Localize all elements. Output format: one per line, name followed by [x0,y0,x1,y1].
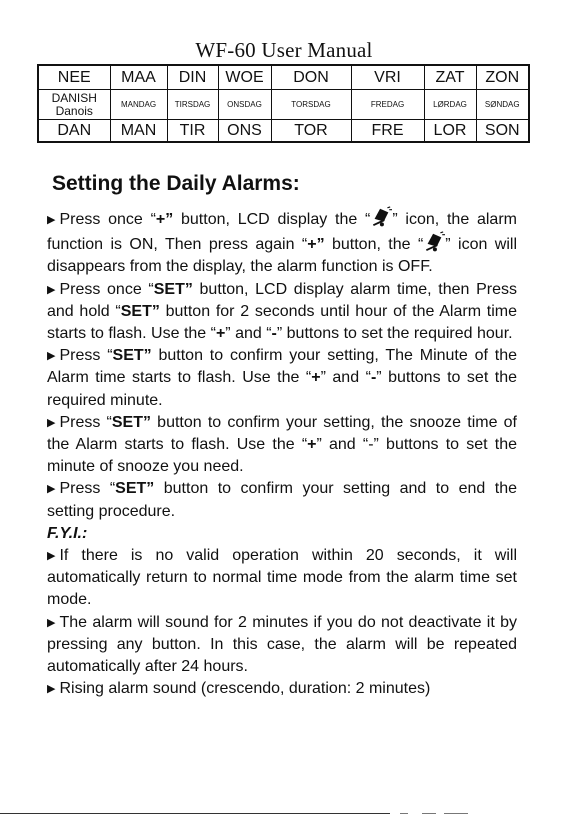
text: ” buttons to set the required minute. [47,369,518,409]
table-cell: FREDAG [351,90,424,120]
paragraph-end-setting [47,478,517,522]
table-cell: LØRDAG [424,90,476,120]
triangle-right-icon: ▶ [47,350,56,363]
text: ” and “-” buttons to set the minute of snooze you need. [47,436,518,476]
paragraph-set-hour [47,279,517,346]
table-cell: LOR [424,120,476,143]
text: button, LCD display alarm time, then Press and hold “ [47,280,518,320]
text: button, LCD display the “ [173,211,371,228]
text: Press “ [59,413,112,431]
text: ” and “ [225,325,272,343]
section-heading: Setting the Daily Alarms: [52,172,300,195]
table-cell: NEE [38,65,110,90]
text: Rising alarm sound (crescendo, duration: 2 minutes) [59,680,431,698]
text: button, the “ [324,236,424,254]
fyi-label: F.Y.I.: [47,524,88,542]
text: button for 2 seconds until hour of the Alarm time starts to flash. Use the “ [47,302,517,343]
table-row [38,120,529,143]
text: +” [307,236,325,254]
paragraph-alarm-toggle [47,206,517,279]
text: SET” [153,280,193,298]
paragraph-timeout [47,545,517,612]
text: + [307,436,317,454]
text: The alarm will sound for 2 minutes if you do not deactivate it by pressing any button. In this case, the alarm will be repeated automatically after 24 hours. [47,613,517,676]
text: ” buttons to set the required hour. [276,325,513,343]
text: ” icon will disappears from the display, the alarm function is OFF. [47,236,517,276]
text: SET” [120,302,160,320]
text: SET” [112,347,152,365]
paragraph-set-snooze [47,412,517,479]
triangle-right-icon: ▶ [47,616,56,629]
table-cell: DIN [167,65,218,90]
triangle-right-icon: ▶ [47,214,56,226]
text: + [215,325,226,343]
page-divider [0,813,390,814]
page-title: WF-60 User Manual [195,38,373,62]
table-cell: ONSDAG [218,90,271,120]
table-cell: TOR [271,120,351,143]
text: +” [155,211,174,228]
text: - [271,325,277,343]
table-cell: SØNDAG [476,90,529,120]
table-cell: TIRSDAG [167,90,218,120]
table-cell: DON [271,65,351,90]
text: SET” [115,480,155,498]
table-cell: ONS [218,120,271,143]
text: If there is no valid operation within 20 seconds, it will automatically return to normal time mode from the alarm time set mode. [47,547,517,609]
instructions-body [47,206,517,700]
page-edge-marks [400,810,480,816]
table-cell: ZAT [424,65,476,90]
paragraph-alarm-duration [47,612,517,679]
text: Press once “ [59,211,156,228]
text: Press once “ [59,280,154,298]
table-cell: TORSDAG [271,90,351,120]
text: ” icon, the alarm function is ON, Then press again “ [47,211,517,254]
text: button to confirm your setting, the snooze time of the Alarm starts to flash. Use the “ [47,413,518,454]
table-cell: SON [476,120,529,143]
text: SET” [111,413,151,431]
paragraph-crescendo [47,678,517,700]
language-label: DANISH [51,90,97,105]
text: Press “ [59,480,116,498]
table-cell: MANDAG [110,90,167,120]
text: button to confirm your setting, The Minute of the Alarm time starts to flash. Use the “ [47,347,518,387]
text: button to confirm your setting and to end the setting procedure. [47,480,518,520]
alarm-bell-icon [423,231,445,253]
paragraph-set-minute [47,345,517,412]
triangle-right-icon: ▶ [47,483,56,496]
language-label-french: Danois [55,103,93,118]
text: ” and “ [320,369,371,387]
table-cell: MAN [110,120,167,143]
table-row [38,65,529,90]
table-cell: DAN [38,120,110,143]
table-cell: FRE [351,120,424,143]
table-cell: WOE [218,65,271,90]
text: - [370,369,377,387]
table-cell: ZON [476,65,529,90]
alarm-bell-icon [370,206,392,228]
text: Press “ [59,347,113,365]
triangle-right-icon: ▶ [47,683,56,696]
table-cell: TIR [167,120,218,143]
weekday-language-table [37,64,530,143]
table-cell [38,90,110,120]
table-cell: MAA [110,65,167,90]
triangle-right-icon: ▶ [47,283,56,296]
triangle-right-icon: ▶ [47,550,56,563]
text: + [311,369,321,387]
triangle-right-icon: ▶ [47,416,56,429]
table-row [38,90,529,120]
table-cell: VRI [351,65,424,90]
